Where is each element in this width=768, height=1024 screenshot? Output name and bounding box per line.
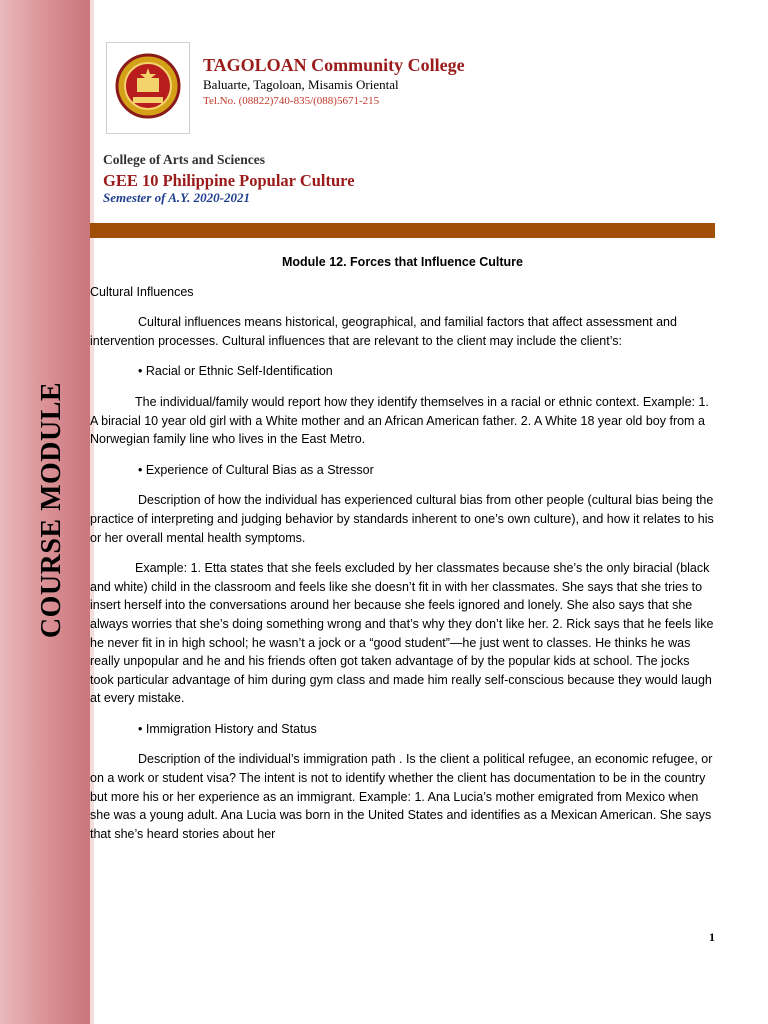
school-address: Baluarte, Tagoloan, Misamis Oriental (203, 77, 399, 92)
paragraph: Description of the individual’s immigration path . Is the client a political refugee, an economic refugee, or on a work or student visa? The intent is not to identify whether the client has documentation to be in the country but more his or her experience as an immigrant. Example: 1. Ana Lucia’s mother emigrated from Mexico when she was a young adult. Ana Lucia was born in the United States and identifies as a Mexican American. She says that she’s heard stories about her (90, 752, 713, 841)
header-divider (90, 223, 715, 238)
school-name: TAGOLOAN Community College (203, 55, 465, 75)
college-seal-icon (115, 51, 181, 121)
course-title: GEE 10 Philippine Popular Culture (103, 171, 355, 190)
page-number: 1 (709, 930, 715, 944)
module-body (90, 253, 715, 855)
semester-label: Semester of A.Y. 2020-2021 (103, 190, 250, 205)
bullet-item: • Immigration History and Status (138, 721, 317, 736)
college-name: College of Arts and Sciences (103, 152, 265, 167)
module-title: Module 12. Forces that Influence Culture (281, 255, 523, 269)
bullet-item: • Experience of Cultural Bias as a Stressor (138, 462, 374, 477)
paragraph: Example: 1. Etta states that she feels excluded by her classmates because she’s the only biracial (black and white) child in the classroom and feels like she doesn’t fit in with her classmates. She says that she tries to insert herself into the conversations around her because she feels ignored and lonely. She also says that she always worries that she’s doing something wrong and that’s why they don’t like her. 2. Rick says that he feels like he never fit in in high school; he wasn’t a jock or a “good student”—he just went to classes. He thinks he was really unpopular and he and his friends often got taken advantage of by the popular kids at school. The jocks took particular advantage of him during gym class and made him really self-conscious because they would laugh at every mistake. (90, 561, 714, 706)
bullet-item: • Racial or Ethnic Self-Identification (138, 364, 333, 379)
intro-paragraph: Cultural influences means historical, geographical, and familial factors that affect assessment and intervention processes. Cultural influences that are relevant to the client may include the client’s: (90, 315, 677, 348)
course-module-label: COURSE MODULE (36, 381, 67, 639)
paragraph: Description of how the individual has experienced cultural bias from other people (cultural bias being the practice of interpreting and judging behavior by standards inherent to one’s own culture), and how it relates to his or her overall mental health symptoms. (90, 493, 714, 545)
section-heading: Cultural Influences (90, 284, 194, 299)
school-telephone: Tel.No. (08822)740-835/(088)5671-215 (203, 95, 380, 107)
logo-frame (106, 42, 190, 134)
paragraph: The individual/family would report how they identify themselves in a racial or ethnic context. Example: 1. A biracial 10 year old girl with a White mother and an African American father. 2. A White 18 year old boy from a Norwegian family line who lives in the East Metro. (90, 394, 709, 447)
